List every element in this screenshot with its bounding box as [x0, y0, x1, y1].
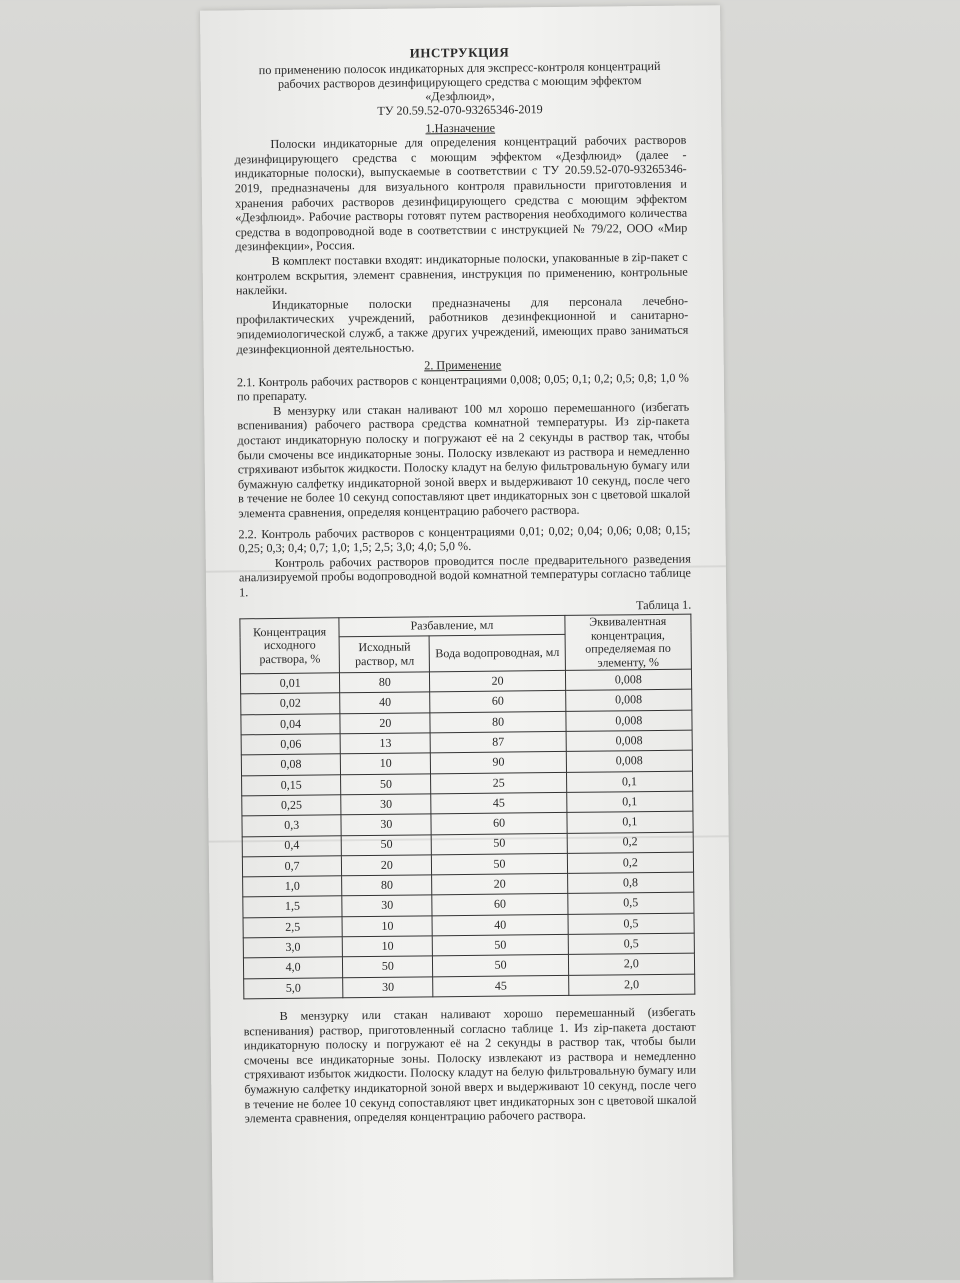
paragraph: Индикаторные полоски предназначены для персонала лечебно-профилактических учреждений, работников дезинфекционной и санитарно-эпидемиологической служб, а также других учреждений, имеющих право заниматься дезинфекционной деятельностью. — [236, 293, 689, 356]
subtitle-line: «Дезфлюид», — [425, 88, 495, 103]
header-concentration: Концентрация исходного раствора, % — [240, 618, 340, 674]
table-cell: 60 — [432, 894, 568, 916]
subtitle-line: рабочих растворов дезинфицирующего средства с моющим эффектом — [277, 72, 642, 91]
paragraph: Полоски индикаторные для определения концентраций рабочих растворов дезинфицирующего средства с моющим эффектом «Дезфлюид» (далее - индикаторные полоски), выпускаемые в соответствии с ТУ 20.59.52-070-93265346-2019, предназначены для визуального контроля правильности приготовления и хранения рабочих растворов дезинфицирующего средства с моющим эффектом «Дезфлюид». Рабочие растворы готовят путем растворения необходимого количества средства в водопроводной воде в соответствии с инструкцией № 79/22, ООО «Мир дезинфекции», Россия. — [234, 132, 688, 254]
table-row — [244, 974, 695, 999]
table-cell: 20 — [432, 874, 568, 896]
table-cell: 0,008 — [566, 710, 693, 732]
table-cell: 3,0 — [243, 937, 342, 958]
table-cell: 60 — [431, 813, 567, 835]
header-source: Исходный раствор, мл — [339, 636, 430, 673]
paragraph: Контроль рабочих растворов проводится после предварительного разведения анализируемой пробы водопроводной водой комнатной температуры согласно таблице 1. — [238, 551, 692, 600]
table-cell: 0,01 — [240, 673, 339, 694]
table-cell: 50 — [432, 853, 568, 875]
dilution-table — [239, 614, 695, 999]
paragraph: В мензурку или стакан наливают 100 мл хорошо перемешанного (избегать вспенивания) рабочего раствора средства комнатной температуры. Из zip-пакета достают индикаторную полоску и погружают её на 2 секунды в раствор так, чтобы были смочены все индикаторные зоны. Полоску извлекают из раствора и немедленно стряхивают избыток жидкости. Полоску кладут на белую фильтровальную бумагу или бумажную салфетку индикаторной зоной вверх и выдерживают 10 секунд, после чего в течение не более 10 секунд сопоставляют цвет индикаторных зон с цветовой шкалой элемента сравнения, определяя концентрацию рабочего раствора. — [237, 399, 691, 521]
table-cell: 0,1 — [566, 771, 693, 793]
header-dilution: Разбавление, мл — [339, 616, 565, 637]
table-cell: 13 — [340, 733, 430, 754]
table-cell: 0,04 — [241, 714, 340, 735]
table-cell: 50 — [343, 956, 433, 977]
table-cell: 50 — [341, 834, 431, 855]
table-cell: 25 — [431, 772, 567, 794]
table-cell: 80 — [342, 875, 432, 896]
table-caption: Таблица 1. — [636, 597, 692, 612]
table-cell: 10 — [342, 916, 432, 937]
table-cell: 0,5 — [568, 933, 695, 955]
table-cell: 2,0 — [568, 953, 695, 975]
table-cell: 1,0 — [243, 876, 342, 897]
paragraph: 2.2. Контроль рабочих растворов с концентрациями 0,01; 0,02; 0,04; 0,06; 0,08; 0,15; 0,25; 0,3; 0,4; 0,7; 1,0; 1,5; 2,5; 3,0; 4,0; 5,0 %. — [238, 522, 691, 556]
header-water: Вода водопроводная, мл — [429, 634, 565, 672]
table-body — [240, 669, 694, 998]
table-cell: 4,0 — [243, 957, 342, 978]
table-cell: 0,25 — [242, 795, 341, 816]
table-cell: 0,008 — [565, 669, 692, 691]
table-cell: 0,3 — [242, 815, 341, 836]
table-cell: 10 — [341, 753, 431, 774]
table-cell: 0,5 — [567, 893, 694, 915]
table-cell: 0,008 — [565, 690, 692, 712]
table-cell: 0,008 — [566, 730, 693, 752]
table-cell: 45 — [433, 975, 569, 997]
table-cell: 50 — [432, 833, 568, 855]
table-cell: 80 — [340, 672, 430, 693]
paragraph: 2.1. Контроль рабочих растворов с концентрациями 0,008; 0,05; 0,1; 0,2; 0,5; 0,8; 1,0 % по препарату. — [236, 370, 689, 404]
table-cell: 0,02 — [241, 693, 340, 714]
table-cell: 30 — [343, 976, 433, 997]
table-cell: 0,008 — [566, 750, 693, 772]
table-cell: 90 — [431, 752, 567, 774]
table-cell: 0,06 — [241, 734, 340, 755]
table-cell: 0,1 — [566, 791, 693, 813]
table-cell: 0,5 — [568, 913, 695, 935]
table-cell: 0,08 — [241, 754, 340, 775]
table-cell: 20 — [342, 855, 432, 876]
section-heading: 2. Применение — [424, 357, 502, 373]
table-cell: 45 — [431, 792, 567, 814]
header-equivalent: Эквивалентная концентрация, определяемая по элементу, % — [565, 614, 692, 670]
table-cell: 0,2 — [567, 832, 694, 854]
table-cell: 50 — [341, 774, 431, 795]
table-cell: 1,5 — [243, 896, 342, 917]
table-cell: 50 — [433, 955, 569, 977]
table-cell: 5,0 — [244, 977, 343, 998]
table-cell: 30 — [341, 814, 431, 835]
table-cell: 40 — [432, 914, 568, 936]
paragraph: В комплект поставки входят: индикаторные полоски, упакованные в zip-пакет с контролем вскрытия, элемент сравнения, инструкция по применению, контрольные наклейки. — [235, 249, 688, 298]
table-cell: 0,8 — [567, 872, 694, 894]
table-cell: 2,5 — [243, 917, 342, 938]
spec-number: ТУ 20.59.52-070-93265346-2019 — [377, 101, 543, 118]
table-cell: 87 — [430, 732, 566, 754]
table-cell: 30 — [342, 895, 432, 916]
table-cell: 2,0 — [568, 974, 695, 996]
paragraph: В мензурку или стакан наливают хорошо перемешанный (избегать вспенивания) раствор, приготовленный согласно таблице 1. Из zip-пакета достают индикаторную полоску и погружают её на 2 секунды в раствор так, чтобы были смочены все индикаторные зоны. Полоску извлекают из раствора и немедленно стряхивают избыток жидкости. Полоску кладут на белую фильтровальную бумагу или бумажную салфетку индикаторной зоной вверх и выдерживают 10 секунд, после чего в течение не более 10 секунд сопоставляют цвет индикаторных зон с цветовой шкалой элемента сравнения, определяя концентрацию рабочего раствора. — [243, 1004, 697, 1126]
table-cell: 0,2 — [567, 852, 694, 874]
table-cell: 0,7 — [242, 856, 341, 877]
table-cell: 0,4 — [242, 835, 341, 856]
table-cell: 20 — [430, 671, 566, 693]
subtitle-line: по применению полосок индикаторных для экспресс-контроля концентраций — [258, 58, 661, 77]
section-heading: 1.Назначение — [425, 120, 496, 135]
table-cell: 60 — [430, 691, 566, 713]
table-cell: 40 — [340, 692, 430, 713]
table-cell: 0,1 — [567, 811, 694, 833]
table-cell: 80 — [430, 711, 566, 733]
document-title: ИНСТРУКЦИЯ — [409, 44, 510, 61]
table-cell: 10 — [342, 936, 432, 957]
instruction-sheet — [200, 5, 733, 1282]
document-body — [233, 44, 696, 1126]
table-cell: 30 — [341, 794, 431, 815]
table-cell: 50 — [433, 934, 569, 956]
table-cell: 20 — [340, 713, 430, 734]
table-cell: 0,15 — [242, 774, 341, 795]
